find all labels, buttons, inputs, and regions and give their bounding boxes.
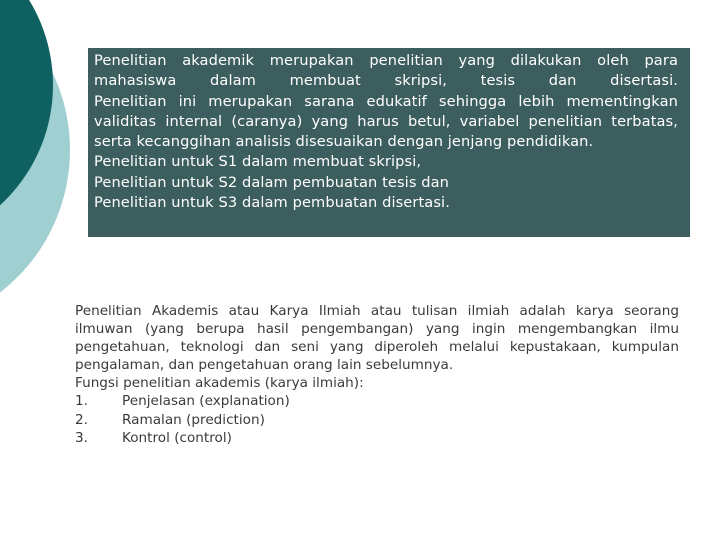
list-item-text: Penjelasan (explanation): [122, 393, 290, 410]
box-paragraph-2: Penelitian ini merupakan sarana edukatif sehingga lebih mementingkan validitas internal (caranya) yang harus betul, variabel penelitian terbatas, serta kecanggihan analisis disesuaikan dengan jenjang pendidikan.: [94, 92, 678, 151]
list-item: [75, 392, 679, 410]
list-item: [75, 411, 679, 429]
list-item-number: 2.: [75, 411, 88, 428]
definition-section: [75, 302, 679, 447]
box-line-s3: Penelitian untuk S3 dalam pembuatan disertasi.: [94, 194, 450, 212]
list-item-text: Ramalan (prediction): [122, 411, 265, 428]
box-paragraph-1: Penelitian akademik merupakan penelitian yang dilakukan oleh para mahasiswa dalam membuat skripsi, tesis dan disertasi.: [94, 52, 678, 90]
definition-paragraph: Penelitian Akademis atau Karya Ilmiah atau tulisan ilmiah adalah karya seorang ilmuwan (yang berupa hasil pengembangan) yang ingin mengembangkan ilmu pengetahuan, teknologi dan seni yang diperoleh melalui kepustakaan, kumpulan pengalaman, dan pengetahuan orang lain sebelumnya.: [75, 303, 679, 374]
decorative-circles: [0, 0, 90, 300]
functions-heading: Fungsi penelitian akademis (karya ilmiah):: [75, 375, 364, 392]
list-item: [75, 429, 679, 447]
list-item-text: Kontrol (control): [122, 429, 232, 446]
summary-box: [88, 48, 690, 237]
box-line-s1: Penelitian untuk S1 dalam membuat skripsi,: [94, 153, 422, 171]
box-line-s2: Penelitian untuk S2 dalam pembuatan tesis dan: [94, 173, 450, 191]
list-item-number: 1.: [75, 393, 88, 410]
list-item-number: 3.: [75, 429, 88, 446]
functions-list: [75, 392, 679, 446]
